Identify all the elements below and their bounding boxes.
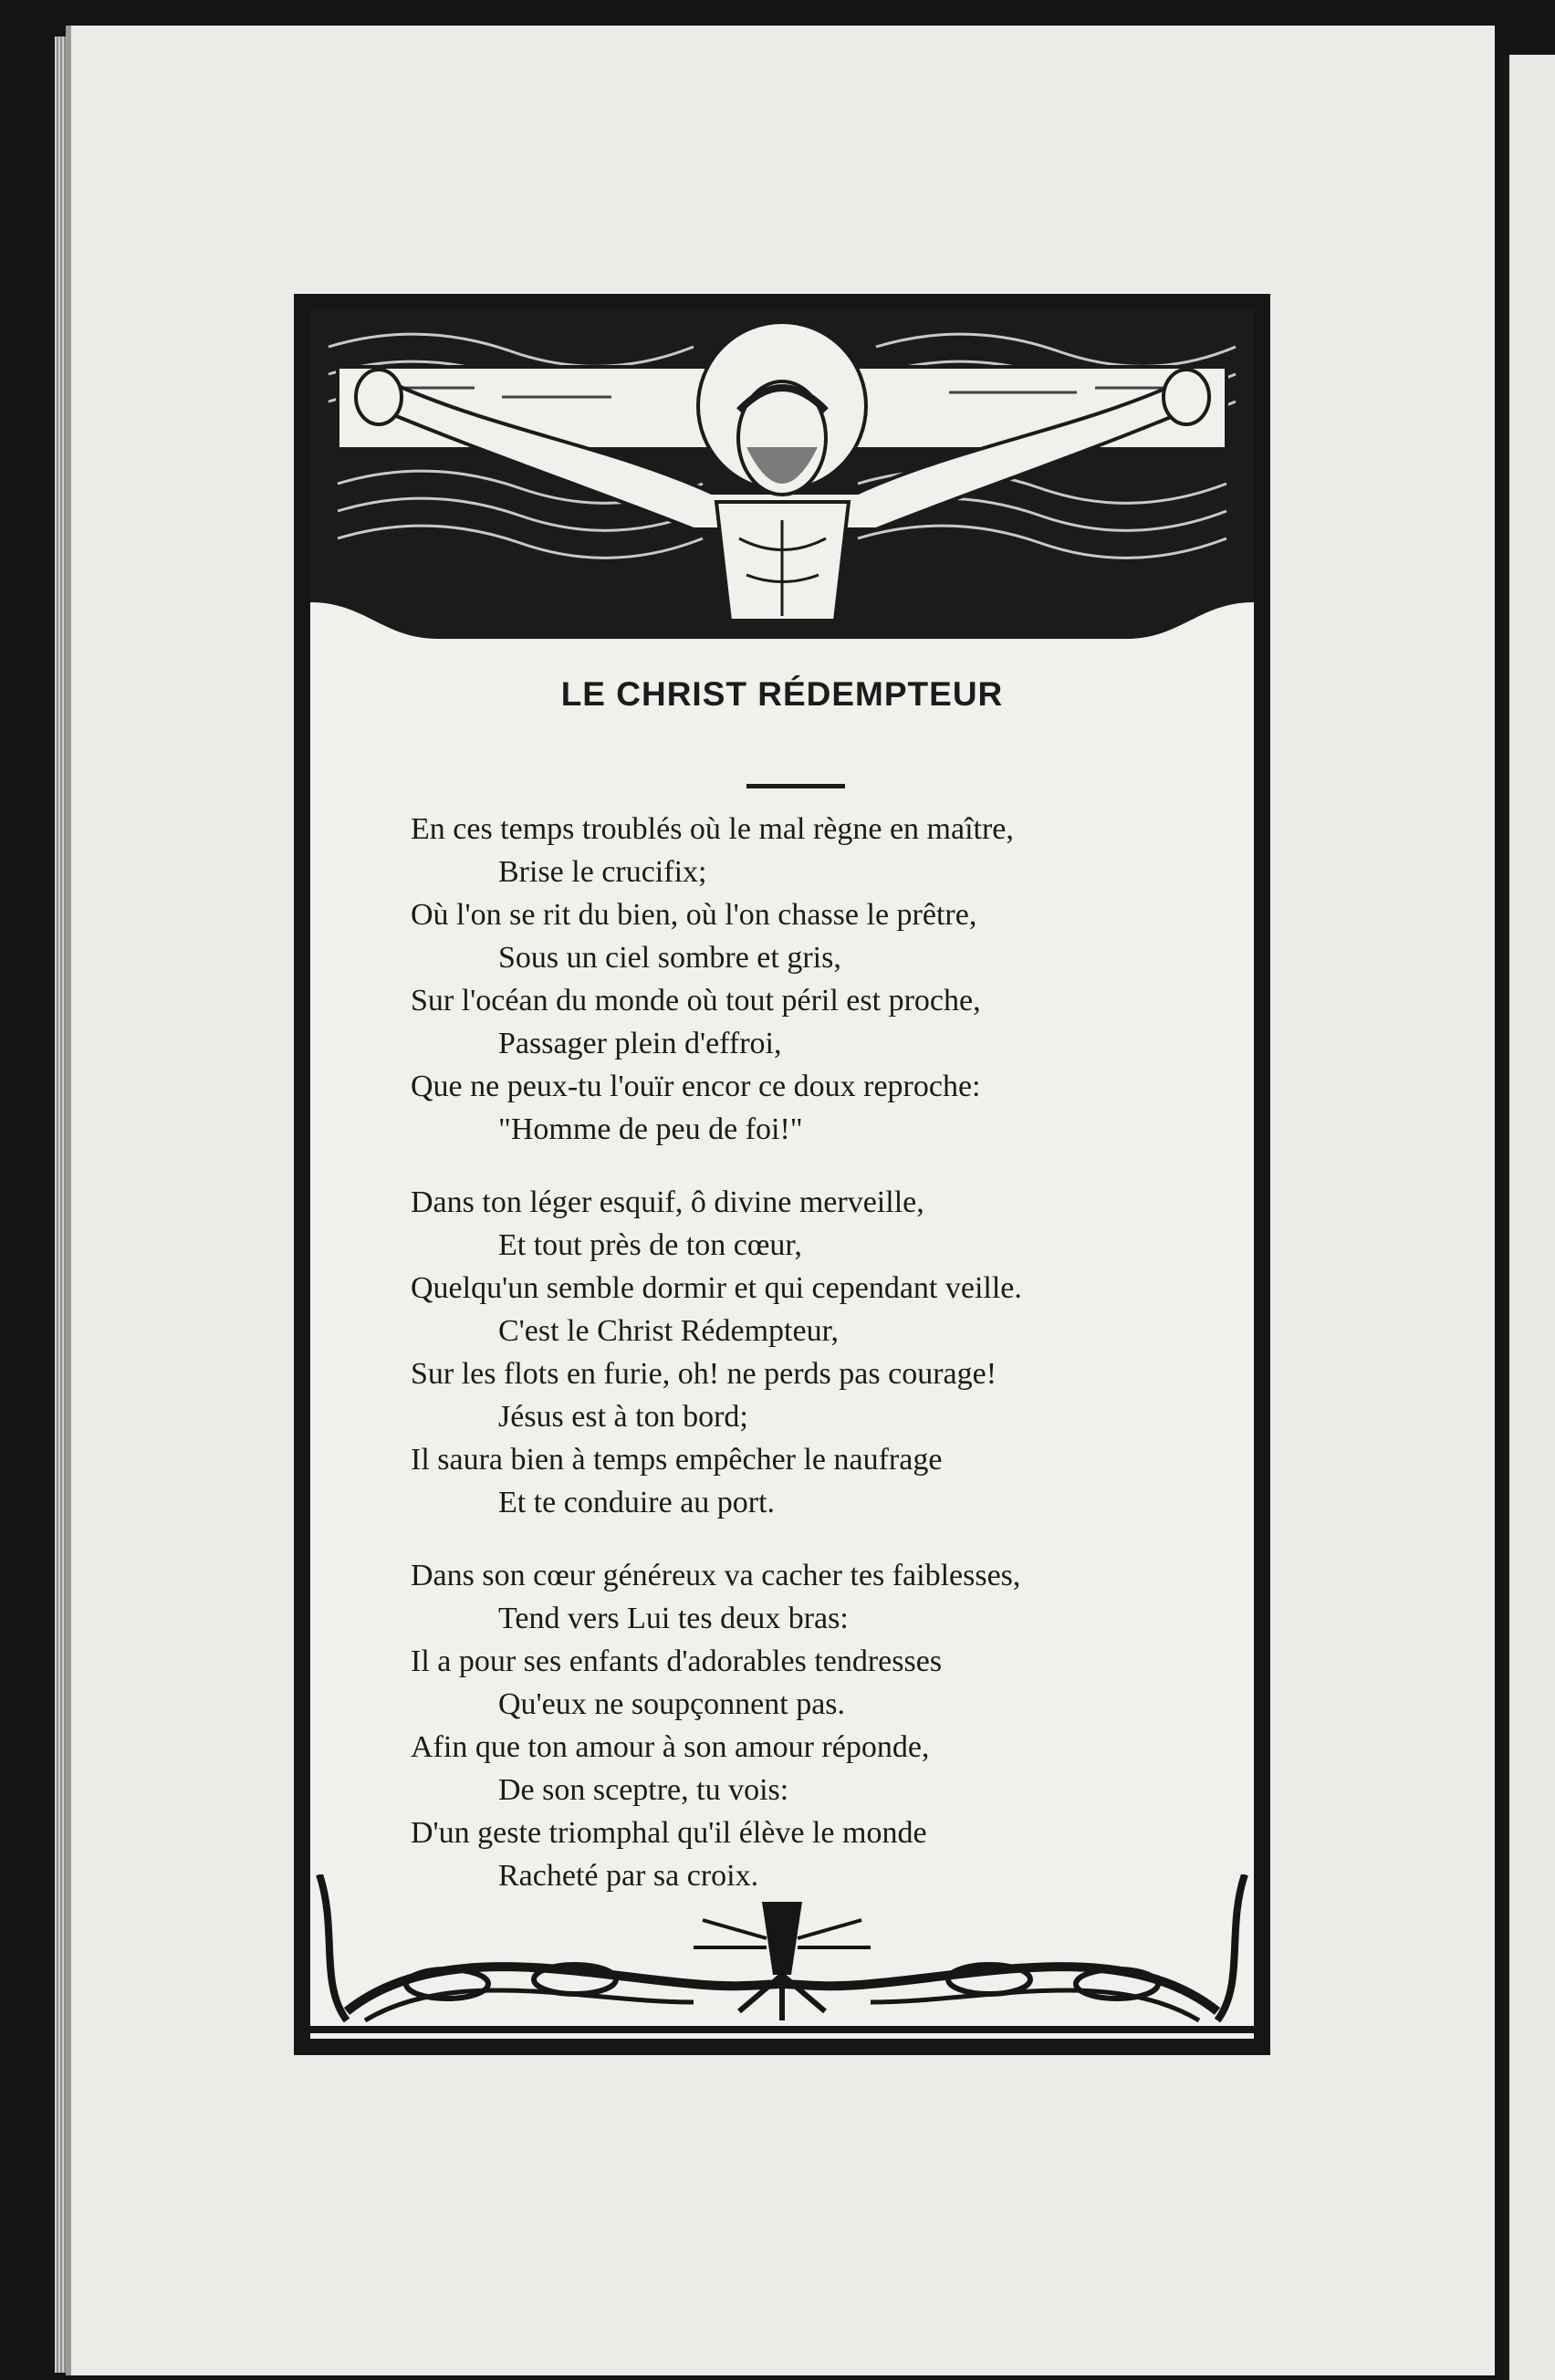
poem-line: Et te conduire au port. [498,1486,776,1519]
poem-line: Sur l'océan du monde où tout péril est proche, [411,984,981,1018]
poem-line: Sur les flots en furie, oh! ne perds pas courage! [411,1357,997,1391]
stanza [411,808,1022,1151]
poem-line: Passager plein d'effroi, [498,1027,782,1060]
poem-line: C'est le Christ Rédempteur, [498,1314,840,1348]
poem-line: Racheté par sa croix. [498,1859,759,1893]
crucifixion-illustration [310,310,1254,639]
title-divider [746,784,845,788]
poem-line: Et tout près de ton cœur, [498,1228,802,1262]
poem-line: Sous un ciel sombre et gris, [498,941,841,975]
poem-line: Tend vers Lui tes deux bras: [498,1602,849,1635]
poem-line: De son sceptre, tu vois: [498,1773,789,1807]
poem-line: Afin que ton amour à son amour réponde, [411,1730,930,1764]
poem-line: Dans ton léger esquif, ô divine merveille, [411,1185,924,1219]
poem-line: D'un geste triomphal qu'il élève le monde [411,1816,927,1850]
stanza [411,1554,1022,1897]
poem [411,808,1022,1927]
poem-title: LE CHRIST RÉDEMPTEUR [560,675,1004,713]
facing-page [1504,55,1555,2380]
poem-line: En ces temps troublés où le mal règne en maître, [411,812,1014,846]
poem-line: Qu'eux ne soupçonnent pas. [498,1687,846,1721]
poem-line: Que ne peux-tu l'ouïr encor ce doux reproche: [411,1070,981,1103]
poem-line: Brise le crucifix; [498,855,707,889]
poem-line: "Homme de peu de foi!" [498,1112,803,1146]
poem-line: Il a pour ses enfants d'adorables tendresses [411,1644,943,1678]
poem-line: Il saura bien à temps empêcher le naufrage [411,1443,943,1477]
poem-line: Quelqu'un semble dormir et qui cependant veille. [411,1271,1022,1305]
poem-line: Jésus est à ton bord; [498,1400,748,1434]
poem-line: Dans son cœur généreux va cacher tes faiblesses, [411,1559,1021,1592]
stanza [411,1181,1022,1524]
poem-line: Où l'on se rit du bien, où l'on chasse le prêtre, [411,898,977,932]
